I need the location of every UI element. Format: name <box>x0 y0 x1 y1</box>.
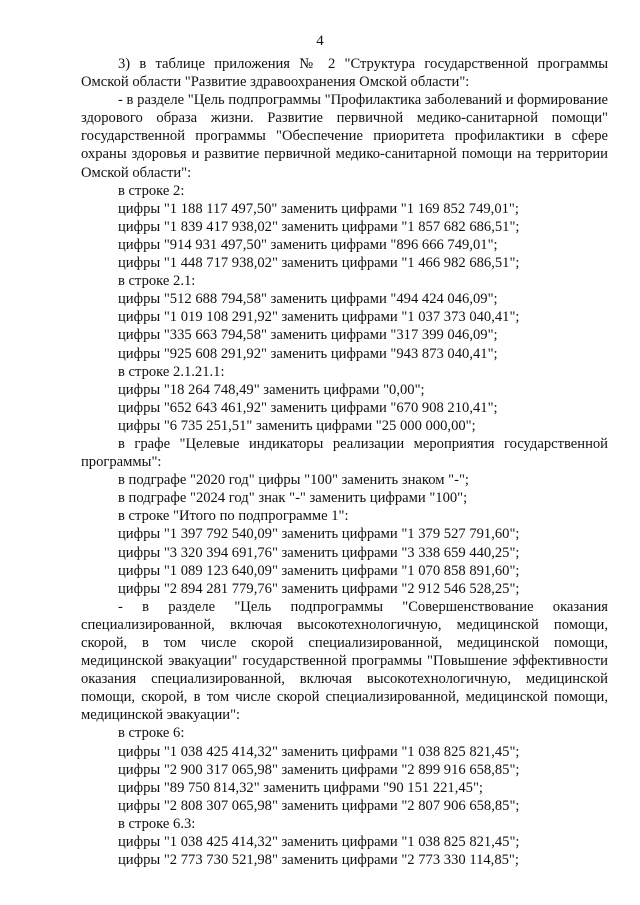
replacement-line: цифры "1 448 717 938,02" заменить цифрами "1 466 982 686,51"; <box>118 255 520 272</box>
replacement-line: цифры "3 320 394 691,76" заменить цифрами "3 338 659 440,25"; <box>118 544 520 561</box>
row-6-3-heading: в строке 6.3: <box>118 815 196 832</box>
itogo-list <box>81 525 608 597</box>
replacement-line: цифры "2 808 307 065,98" заменить цифрами "2 807 906 658,85"; <box>118 797 520 814</box>
replacement-line: цифры "89 750 814,32" заменить цифрами "90 151 221,45"; <box>118 779 483 796</box>
row-2-heading: в строке 2: <box>118 182 185 199</box>
graph-item: в подграфе "2020 год" цифры "100" заменить знаком "-"; <box>118 472 469 489</box>
section-1-paragraph: - в разделе "Цель подпрограммы "Профилактика заболеваний и формирование здорового образа жизни. Развитие первичной медико-санитарной помощи" государственной программы "Обеспечение приоритета профилактики в сфере охраны здоровья и развитие первичной медико-санитарной помощи на территории Омской области": <box>81 92 608 181</box>
replacement-line: цифры "914 931 497,50" заменить цифрами "896 666 749,01"; <box>118 236 498 253</box>
replacement-line: цифры "2 773 730 521,98" заменить цифрами "2 773 330 114,85"; <box>118 852 519 869</box>
row-2-list <box>81 200 608 272</box>
replacement-line: цифры "2 900 317 065,98" заменить цифрами "2 899 916 658,85"; <box>118 761 520 778</box>
graph-item: в подграфе "2024 год" знак "-" заменить цифрами "100"; <box>118 490 468 507</box>
intro-paragraph: 3) в таблице приложения № 2 "Структура государственной программы Омской области "Развитие здравоохранения Омской области": <box>81 56 608 91</box>
row-6-3-list <box>81 833 608 869</box>
graph-paragraph: в графе "Целевые индикаторы реализации мероприятия государственной программы": <box>81 435 608 471</box>
replacement-line: цифры "652 643 461,92" заменить цифрами "670 908 210,41"; <box>118 399 498 416</box>
document-body <box>81 55 608 869</box>
replacement-line: цифры "512 688 794,58" заменить цифрами "494 424 046,09"; <box>118 291 498 308</box>
row-6-heading: в строке 6: <box>118 725 185 742</box>
page-number: 4 <box>316 33 324 49</box>
replacement-line: цифры "335 663 794,58" заменить цифрами "317 399 046,09"; <box>118 327 498 344</box>
row-6-list <box>81 743 608 815</box>
replacement-line: цифры "6 735 251,51" заменить цифрами "25 000 000,00"; <box>118 417 476 434</box>
replacement-line: цифры "1 038 425 414,32" заменить цифрами "1 038 825 821,45"; <box>118 834 520 851</box>
itogo-heading: в строке "Итого по подпрограмме 1": <box>118 508 349 525</box>
replacement-line: цифры "1 038 425 414,32" заменить цифрами "1 038 825 821,45"; <box>118 743 520 760</box>
row-2-1-list <box>81 290 608 362</box>
replacement-line: цифры "18 264 748,49" заменить цифрами "0,00"; <box>118 381 425 398</box>
replacement-line: цифры "925 608 291,92" заменить цифрами "943 873 040,41"; <box>118 345 498 362</box>
row-2-1-21-1-heading: в строке 2.1.21.1: <box>118 363 225 380</box>
replacement-line: цифры "1 397 792 540,09" заменить цифрами "1 379 527 791,60"; <box>118 526 520 543</box>
row-2-1-heading: в строке 2.1: <box>118 273 196 290</box>
replacement-line: цифры "1 019 108 291,92" заменить цифрами "1 037 373 040,41"; <box>118 309 520 326</box>
replacement-line: цифры "1 188 117 497,50" заменить цифрами "1 169 852 749,01"; <box>118 200 519 217</box>
replacement-line: цифры "1 839 417 938,02" заменить цифрами "1 857 682 686,51"; <box>118 218 520 235</box>
row-2-1-21-1-list <box>81 381 608 435</box>
section-2-paragraph: - в разделе "Цель подпрограммы "Совершенствование оказания специализированной, включая высокотехнологичную, медицинской помощи, скорой, в том числе скорой специализированной, медицинской помощи, медицинской эвакуации" государственной программы "Повышение эффективности оказания специализированной, включая высокотехнологичную, медицинской помощи, скорой, в том числе скорой специализированной, медицинской помощи, медицинской эвакуации": <box>81 598 608 724</box>
replacement-line: цифры "2 894 281 779,76" заменить цифрами "2 912 546 528,25"; <box>118 580 520 597</box>
replacement-line: цифры "1 089 123 640,09" заменить цифрами "1 070 858 891,60"; <box>118 562 520 579</box>
